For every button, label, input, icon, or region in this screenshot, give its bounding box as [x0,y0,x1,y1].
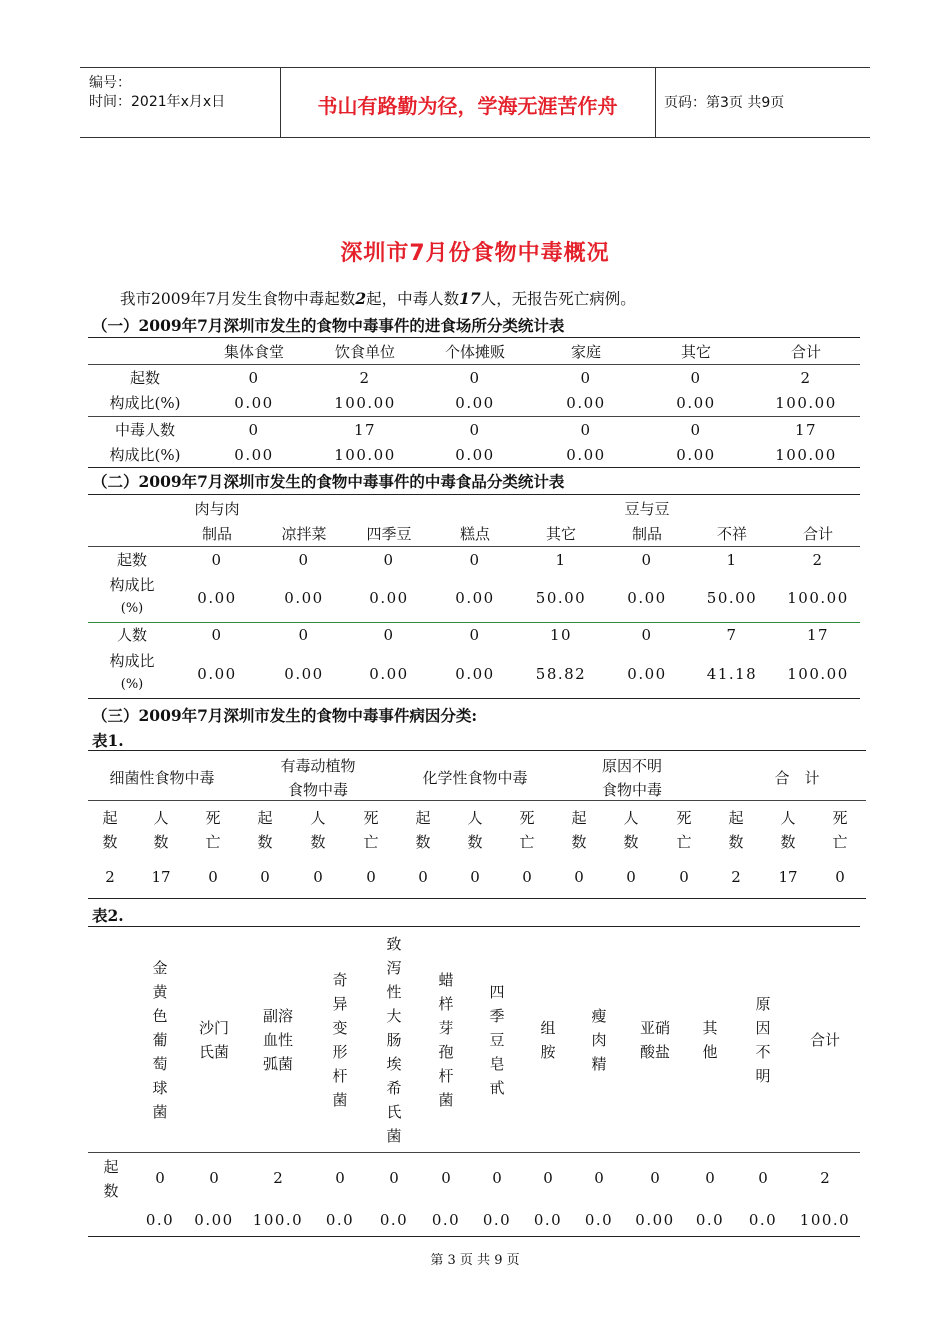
table1-cell: 0.00 [676,446,716,464]
table-a-sub-header-line2: 亡 [205,833,221,851]
table-a-sub-header-line2: 数 [257,833,273,851]
table-b-column-header: 副溶 血性 弧菌 [262,1007,293,1073]
table-b-column-header: 奇 异 变 形 杆 菌 [332,971,348,1109]
table-a-sub-header: 死 [205,809,221,827]
table-a-cell: 0 [626,868,636,886]
table1-cell: 100.00 [334,394,396,412]
table-a-group-header: 化学性食物中毒 [422,769,528,787]
table-b-count-cell: 0 [441,1169,451,1187]
table1-row-label: 起数 [129,369,161,387]
table-b-count-cell: 0 [650,1169,660,1187]
table-b-row-label: 起 [103,1158,119,1176]
table2-column-header-top: 豆与豆 [624,500,670,518]
table1-cell: 2 [800,369,812,387]
table2-caption: （二）2009年7月深圳市发生的食物中毒事件的中毒食品分类统计表 [92,472,565,491]
table-a-group-header: 合 计 [774,769,820,787]
table-b-ratio-cell: 0.0 [584,1211,614,1229]
table-a-sub-header-line2: 亡 [676,833,692,851]
table1-cell: 100.00 [775,394,837,412]
table-a-cell: 0 [679,868,689,886]
table1-row-label: 中毒人数 [114,421,176,439]
table-b-column-header: 其 他 [702,1019,718,1061]
table1-column-header: 合计 [790,343,822,361]
table2-row-label: 构成比 [109,652,155,670]
table-a-sub-header-line2: 数 [728,833,744,851]
table2-mid-rule [88,622,860,623]
table-a-group-header-line2: 食物中毒 [601,781,663,799]
table-b-column-header: 金 黄 色 葡 萄 球 菌 [152,959,168,1121]
section3-caption: （三）2009年7月深圳市发生的食物中毒事件病因分类: [92,706,478,725]
table2-cell: 0 [211,626,223,644]
table1-cell: 0 [580,421,592,439]
table-b-count-cell: 0 [335,1169,345,1187]
table-a-sub-header-line2: 数 [153,833,169,851]
table1-cell: 17 [794,421,818,439]
table2-column-header: 其它 [545,525,577,543]
table-a-cell: 0 [366,868,376,886]
table2-cell: 2 [812,551,824,569]
table-a-sub-header-line2: 数 [780,833,796,851]
table-b-ratio-cell: 0.0 [533,1211,563,1229]
table2-cell: 17 [806,626,830,644]
table2-column-header: 制品 [631,525,663,543]
intro-text-a: 我市2009年7月发生食物中毒起数 [120,290,356,308]
table2-cell: 0.00 [284,589,324,607]
table-a-sub-header: 人 [153,809,169,827]
table-a-cell: 0 [208,868,218,886]
table-b-column-header: 蜡 样 芽 孢 杆 菌 [438,971,454,1109]
table-a-group-header: 有毒动植物 [280,757,356,775]
table1-column-header: 家庭 [570,343,602,361]
intro-count: 2 [355,289,367,308]
table2-row-label-unit: (%) [120,601,144,616]
table-b-ratio-cell: 0.0 [145,1211,175,1229]
table-b-count-cell: 0 [389,1169,399,1187]
table2-header-rule [88,546,860,547]
table-b-count-cell: 0 [594,1169,604,1187]
table2-cell: 0.00 [197,589,237,607]
table2-row-label: 构成比 [109,576,155,594]
table-b-count-cell: 0 [209,1169,219,1187]
table1-cell: 0.00 [566,394,606,412]
table1-mid-rule [88,416,860,417]
intro-paragraph [120,287,636,309]
table2-cell: 0.00 [455,589,495,607]
table2-cell: 0.00 [369,589,409,607]
table-a-group-header: 原因不明 [601,757,663,775]
table-b-column-header: 沙门 氏菌 [198,1019,229,1061]
header-page-number: 页码：第3页 共9页 [664,95,785,111]
table-b-count-cell: 2 [820,1169,830,1187]
table2-cell: 100.00 [787,589,849,607]
table2-cell: 0.00 [369,665,409,683]
table2-cell: 0 [383,551,395,569]
table-a-sub-header: 人 [310,809,326,827]
table-b-top-rule [88,926,860,927]
table-a-cell: 0 [260,868,270,886]
table-a-sub-header-line2: 亡 [519,833,535,851]
header-motto: 书山有路勤为径，学海无涯苦作舟 [317,94,618,118]
table1-top-rule [88,337,860,338]
table-a-sub-header: 死 [676,809,692,827]
table1-cell: 0.00 [676,394,716,412]
table-a-cell: 17 [151,868,171,886]
table-b-count-cell: 0 [155,1169,165,1187]
table-a-group-header: 细菌性食物中毒 [109,769,215,787]
table-b-ratio-cell: 0.0 [431,1211,461,1229]
table-a-sub-header-line2: 数 [623,833,639,851]
table2-cell: 0.00 [197,665,237,683]
table1-row-label: 构成比(%) [109,446,181,464]
table-a-sub-header: 人 [467,809,483,827]
table-b-column-header: 瘦 肉 精 [591,1007,607,1073]
table-a-sub-header-line2: 数 [415,833,431,851]
table-a-sub-header-line2: 数 [467,833,483,851]
table1-cell: 0 [690,369,702,387]
table-b-column-header: 四 季 豆 皂 甙 [489,983,505,1097]
table-a-sub-header: 起 [102,809,118,827]
table-a-sub-header-line2: 亡 [363,833,379,851]
table-b-count-cell: 0 [758,1169,768,1187]
table-a-cell: 2 [731,868,741,886]
table1-column-header: 集体食堂 [223,343,285,361]
table-a-sub-header: 死 [832,809,848,827]
table-b-ratio-cell: 100.0 [252,1211,304,1229]
header-meta-cell [80,68,281,137]
table-b-count-cell: 2 [273,1169,283,1187]
page-header [80,67,870,138]
table1-cell: 0 [248,369,260,387]
table2-bottom-rule [88,698,860,699]
table-a-cell: 0 [835,868,845,886]
table2-row-label: 起数 [116,551,148,569]
table-b-column-header: 原 因 不 明 [755,995,771,1085]
table-a-sub-header-line2: 亡 [832,833,848,851]
table-a-sub-header-line2: 数 [310,833,326,851]
table1-cell: 100.00 [775,446,837,464]
table-b-ratio-cell: 0.00 [194,1211,234,1229]
table-b-ratio-cell: 0.0 [379,1211,409,1229]
table1-cell: 0 [580,369,592,387]
table2-row-label-unit: (%) [120,677,144,692]
table2-cell: 10 [549,626,573,644]
table2-column-header: 糕点 [459,525,491,543]
table-b-column-header: 致 泻 性 大 肠 埃 希 氏 菌 [386,935,402,1145]
header-motto-cell [280,68,656,137]
table1-cell: 0.00 [566,446,606,464]
table1-cell: 100.00 [334,446,396,464]
intro-text-b: 起，中毒人数 [366,290,460,308]
table2-column-header: 不祥 [716,525,748,543]
table-b-column-header: 亚硝 酸盐 [639,1019,670,1061]
table-b-count-cell: 0 [705,1169,715,1187]
table2-cell: 0 [641,626,653,644]
intro-text-c: 人，无报告死亡病例。 [480,290,636,308]
table2-cell: 0.00 [284,665,324,683]
table2-cell: 0 [211,551,223,569]
intro-people: 17 [459,289,481,308]
table2-top-rule [88,494,860,495]
table2-column-header-top: 肉与肉 [194,500,240,518]
table-b-label: 表2. [92,906,124,925]
table-b-ratio-cell: 0.0 [748,1211,778,1229]
table-a-sub-header: 死 [363,809,379,827]
table2-cell: 7 [726,626,738,644]
table1-cell: 0.00 [234,446,274,464]
table1-cell: 0 [469,369,481,387]
table-a-sub-header: 起 [728,809,744,827]
table1-row-label: 构成比(%) [109,394,181,412]
table-a-group-header-line2: 食物中毒 [287,781,349,799]
table2-cell: 0 [298,551,310,569]
table1-column-header: 饮食单位 [334,343,396,361]
table2-cell: 0.00 [455,665,495,683]
table2-column-header: 合计 [802,525,834,543]
table-a-cell: 17 [778,868,798,886]
table-a-cell: 0 [313,868,323,886]
table2-cell: 41.18 [706,665,758,683]
table1-cell: 2 [359,369,371,387]
table-a-sub-header: 起 [415,809,431,827]
table1-cell: 0 [469,421,481,439]
table1-cell: 0 [690,421,702,439]
table2-cell: 0 [383,626,395,644]
table-b-ratio-cell: 0.00 [635,1211,675,1229]
table1-cell: 0.00 [234,394,274,412]
table-b-header-rule [88,1152,860,1153]
table-a-sub-header: 起 [257,809,273,827]
table-a-cell: 0 [470,868,480,886]
table-a-sub-header: 死 [519,809,535,827]
table-b-bottom-rule [88,1236,860,1237]
table-b-count-cell: 0 [492,1169,502,1187]
table2-cell: 0 [641,551,653,569]
table1-header-rule [88,364,860,365]
page-footer: 第 3 页 共 9 页 [430,1253,520,1268]
table1-column-header: 个体摊贩 [444,343,506,361]
table2-cell: 0.00 [627,589,667,607]
header-page-cell [655,68,870,137]
table1-cell: 0.00 [455,394,495,412]
table-b-ratio-cell: 100.0 [799,1211,851,1229]
table-b-ratio-cell: 0.0 [695,1211,725,1229]
table2-cell: 0 [469,626,481,644]
table2-cell: 50.00 [535,589,587,607]
table1-caption: （一）2009年7月深圳市发生的食物中毒事件的进食场所分类统计表 [92,316,565,335]
table-a-sub-header: 人 [780,809,796,827]
header-number: 编号： [89,75,131,91]
table-b-count-cell: 0 [543,1169,553,1187]
table-a-label: 表1. [92,731,124,750]
table-a-cell: 0 [574,868,584,886]
table-b-ratio-cell: 0.0 [482,1211,512,1229]
header-date: 时间：2021年x月x日 [89,94,226,110]
table-a-header-rule [88,800,866,801]
table1-bottom-rule [88,467,860,468]
table-b-row-label-line2: 数 [103,1182,119,1200]
table-a-cell: 0 [522,868,532,886]
table2-row-label: 人数 [116,626,148,644]
table1-column-header: 其它 [680,343,712,361]
table2-cell: 0 [298,626,310,644]
table1-cell: 17 [353,421,377,439]
table2-cell: 58.82 [535,665,587,683]
table-b-column-header: 合计 [809,1031,840,1049]
table2-cell: 0 [469,551,481,569]
table-b-column-header: 组 胺 [540,1019,556,1061]
table2-column-header: 凉拌菜 [281,525,327,543]
table-b-ratio-cell: 0.0 [325,1211,355,1229]
table-a-cell: 0 [418,868,428,886]
table-a-bottom-rule [88,898,866,899]
table-a-cell: 2 [105,868,115,886]
table1-cell: 0.00 [455,446,495,464]
table2-cell: 100.00 [787,665,849,683]
table2-cell: 0.00 [627,665,667,683]
table1-cell: 0 [248,421,260,439]
table-a-sub-header: 起 [571,809,587,827]
table-a-top-rule [88,750,866,751]
page-title: 深圳市7月份食物中毒概况 [340,241,610,266]
table-a-sub-header-line2: 数 [571,833,587,851]
table2-cell: 1 [555,551,567,569]
table2-column-header: 四季豆 [366,525,412,543]
table2-cell: 1 [726,551,738,569]
table2-column-header: 制品 [201,525,233,543]
table-a-sub-header-line2: 数 [102,833,118,851]
table-a-sub-header: 人 [623,809,639,827]
table2-cell: 50.00 [706,589,758,607]
